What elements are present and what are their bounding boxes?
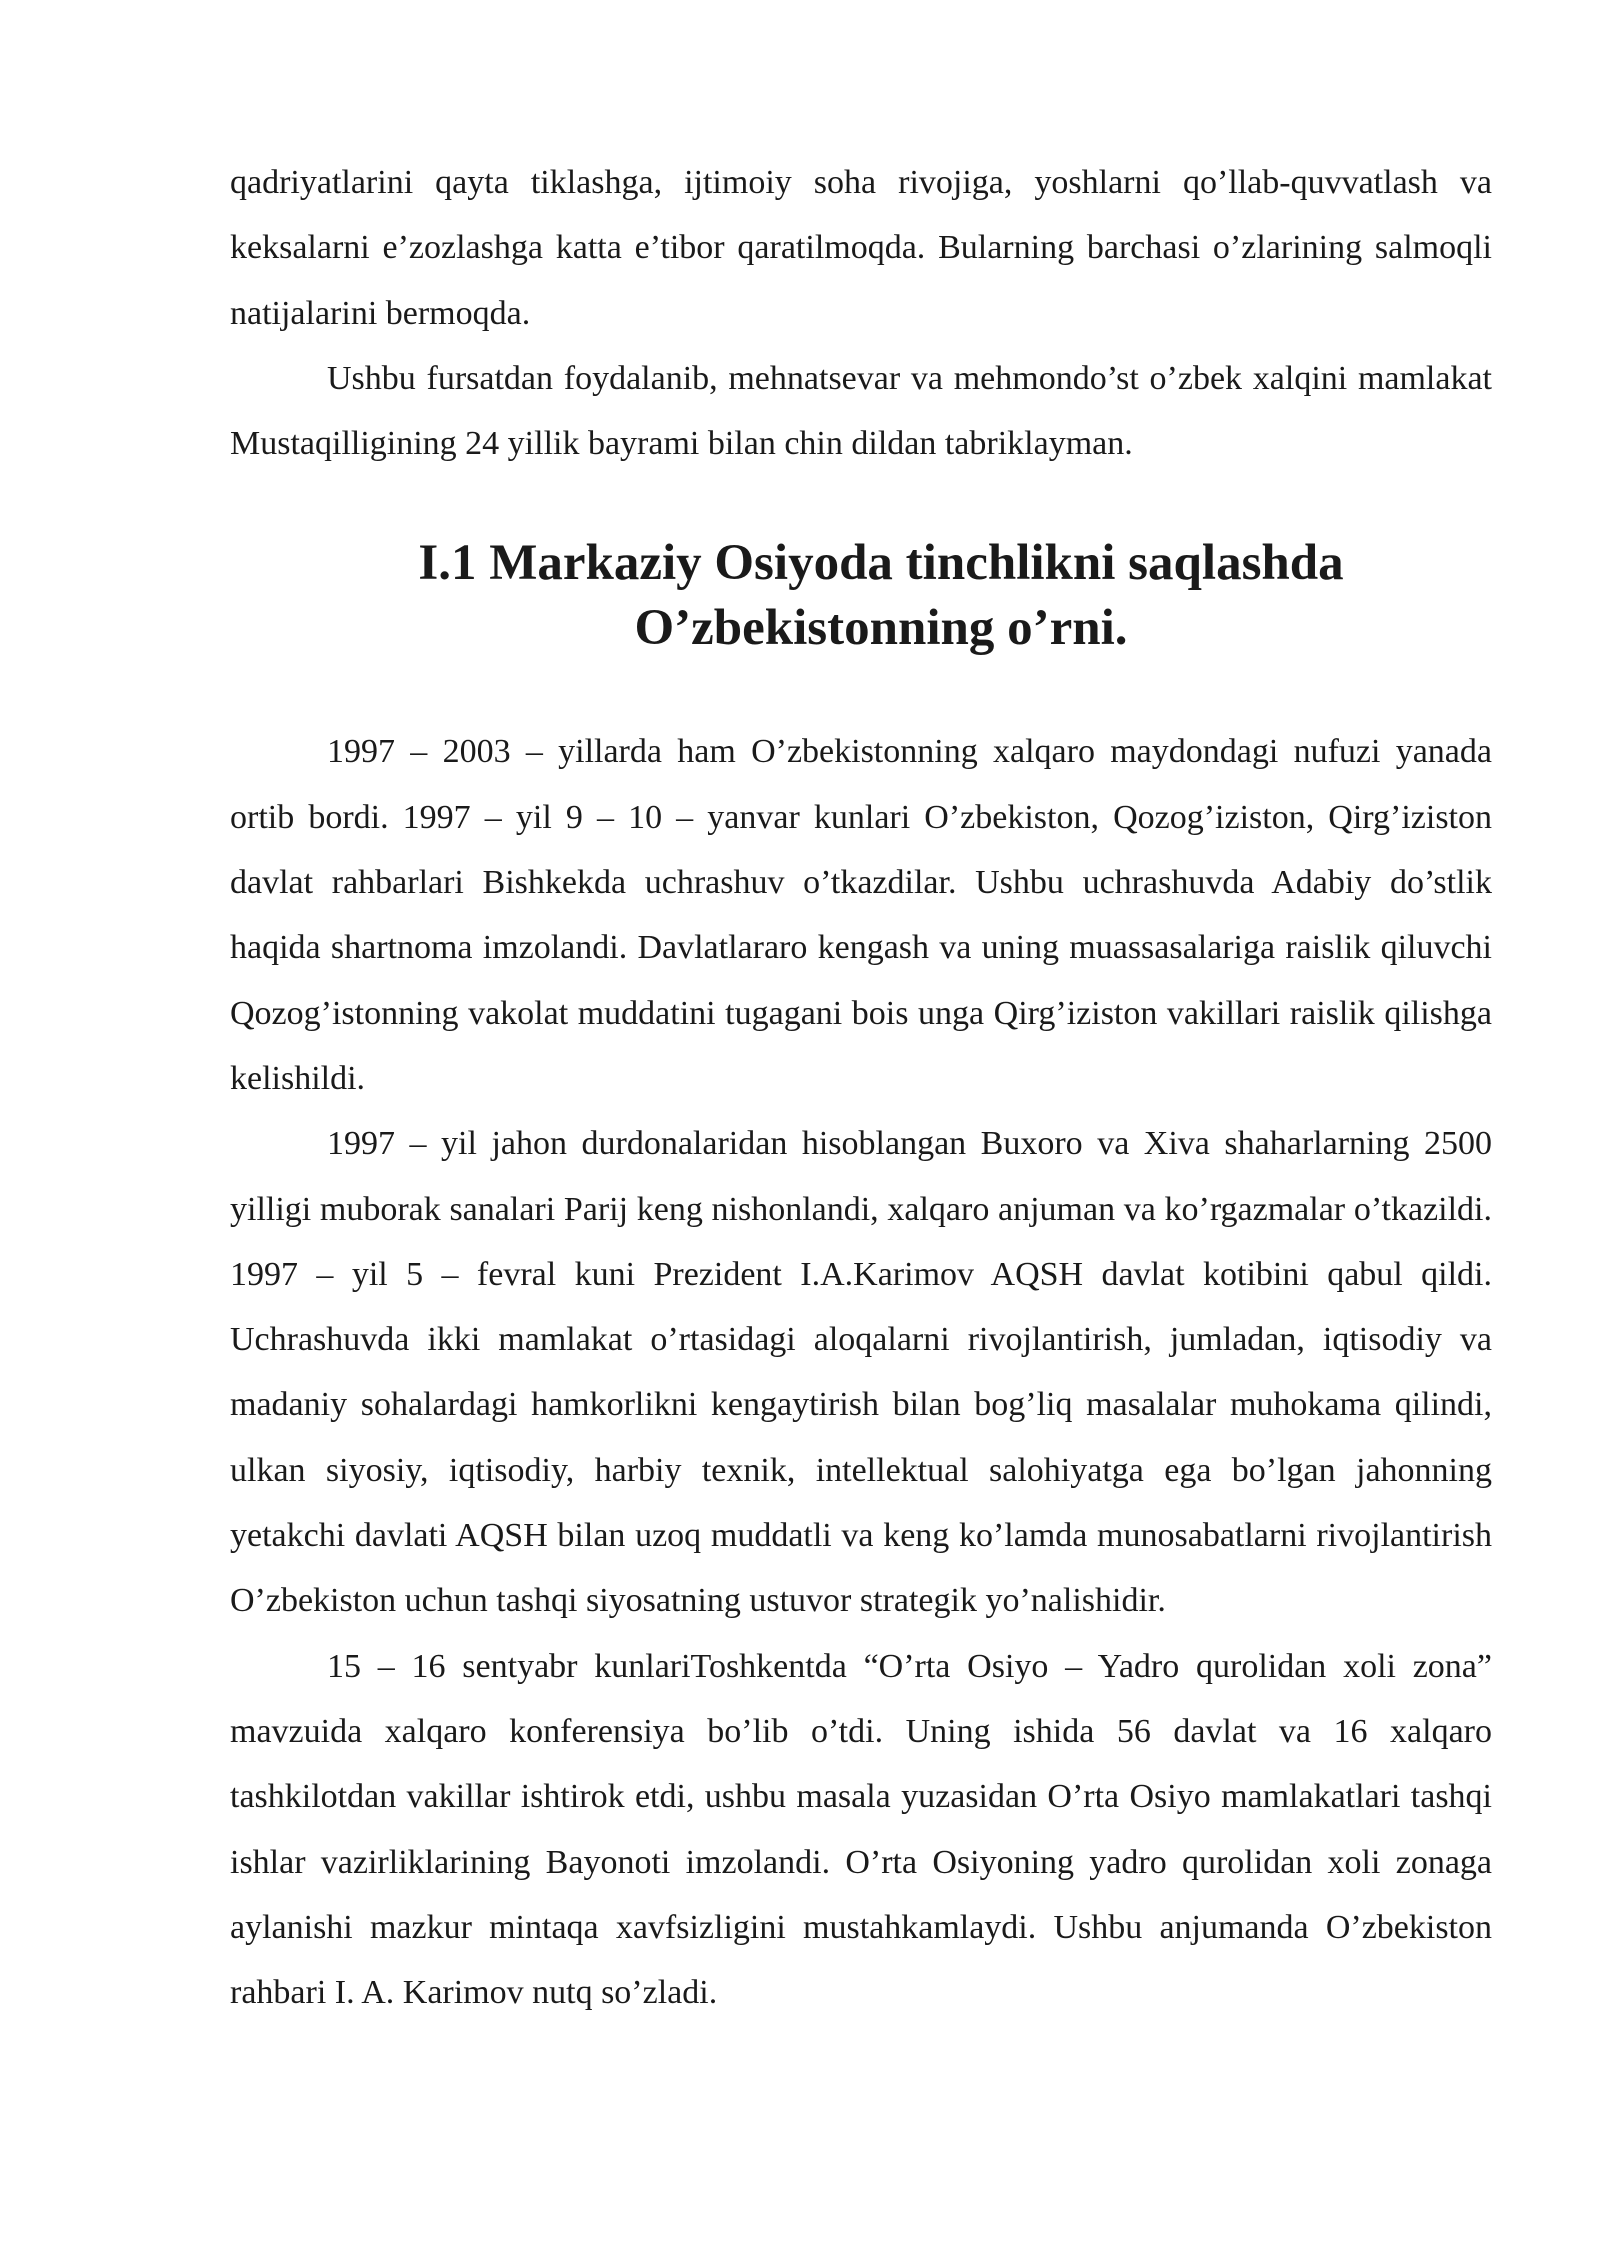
section-heading: I.1 Markaziy Osiyoda tinchlikni saqlashda O’zbekistonning o’rni. [418, 535, 1344, 657]
document-body [230, 150, 1492, 2025]
paragraph-buxoro-xiva: 1997 – yil jahon durdonalaridan hisoblangan Buxoro va Xiva shaharlarning 2500 yilligi muborak sanalari Parij keng nishonlandi, xalqaro anjuman va ko’rgazmalar o’tkazildi. 1997 – yil 5 – fevral kuni Prezident I.A.Karimov AQSH davlat kotibini qabul qildi. Uchrashuvda ikki mamlakat o’rtasidagi aloqalarni rivojlantirish, jumladan, iqtisodiy va madaniy sohalardagi hamkorlikni kengaytirish bilan bog’liq masalalar muhokama qilindi, ulkan siyosiy, iqtisodiy, harbiy texnik, intellektual salohiyatga ega bo’lgan jahonning yetakchi davlati AQSH bilan uzoq muddatli va keng ko’lamda munosabatlarni rivojlantirish O’zbekiston uchun tashqi siyosatning ustuvor strategik yo’nalishidir. [230, 1125, 1492, 1620]
paragraph-continuation: qadriyatlarini qayta tiklashga, ijtimoiy soha rivojiga, yoshlarni qo’llab-quvvatlash va keksalarni e’zozlashga katta e’tibor qaratilmoqda. Bularning barchasi o’zlarining salmoqli natijalarini bermoqda. [230, 164, 1492, 332]
paragraph-greeting: Ushbu fursatdan foydalanib, mehnatsevar va mehmondo’st o’zbek xalqini mamlakat Mustaqilligining 24 yillik bayrami bilan chin dildan tabriklayman. [230, 359, 1492, 463]
paragraph-1997-2003: 1997 – 2003 – yillarda ham O’zbekistonning xalqaro maydondagi nufuzi yanada ortib bordi. 1997 – yil 9 – 10 – yanvar kunlari O’zbekiston, Qozog’iziston, Qirg’iziston davlat rahbarlari Bishkekda uchrashuv o’tkazdilar. Ushbu uchrashuvda Adabiy do’stlik haqida shartnoma imzolandi. Davlatlararo kengash va uning muassasalariga raislik qiluvchi Qozog’istonning vakolat muddatini tugagani bois unga Qirg’iziston vakillari raislik qilishga kelishildi. [230, 733, 1492, 1097]
paragraph-conference: 15 – 16 sentyabr kunlariToshkentda “O’rta Osiyo – Yadro qurolidan xoli zona” mavzuida xalqaro konferensiya bo’lib o’tdi. Uning ishida 56 davlat va 16 xalqaro tashkilotdan vakillar ishtirok etdi, ushbu masala yuzasidan O’rta Osiyo mamlakatlari tashqi ishlar vazirliklarining Bayonoti imzolandi. O’rta Osiyoning yadro qurolidan xoli zonaga aylanishi mazkur mintaqa xavfsizligini mustahkamlaydi. Ushbu anjumanda O’zbekiston rahbari I. A. Karimov nutq so’zladi. [230, 1647, 1492, 2012]
